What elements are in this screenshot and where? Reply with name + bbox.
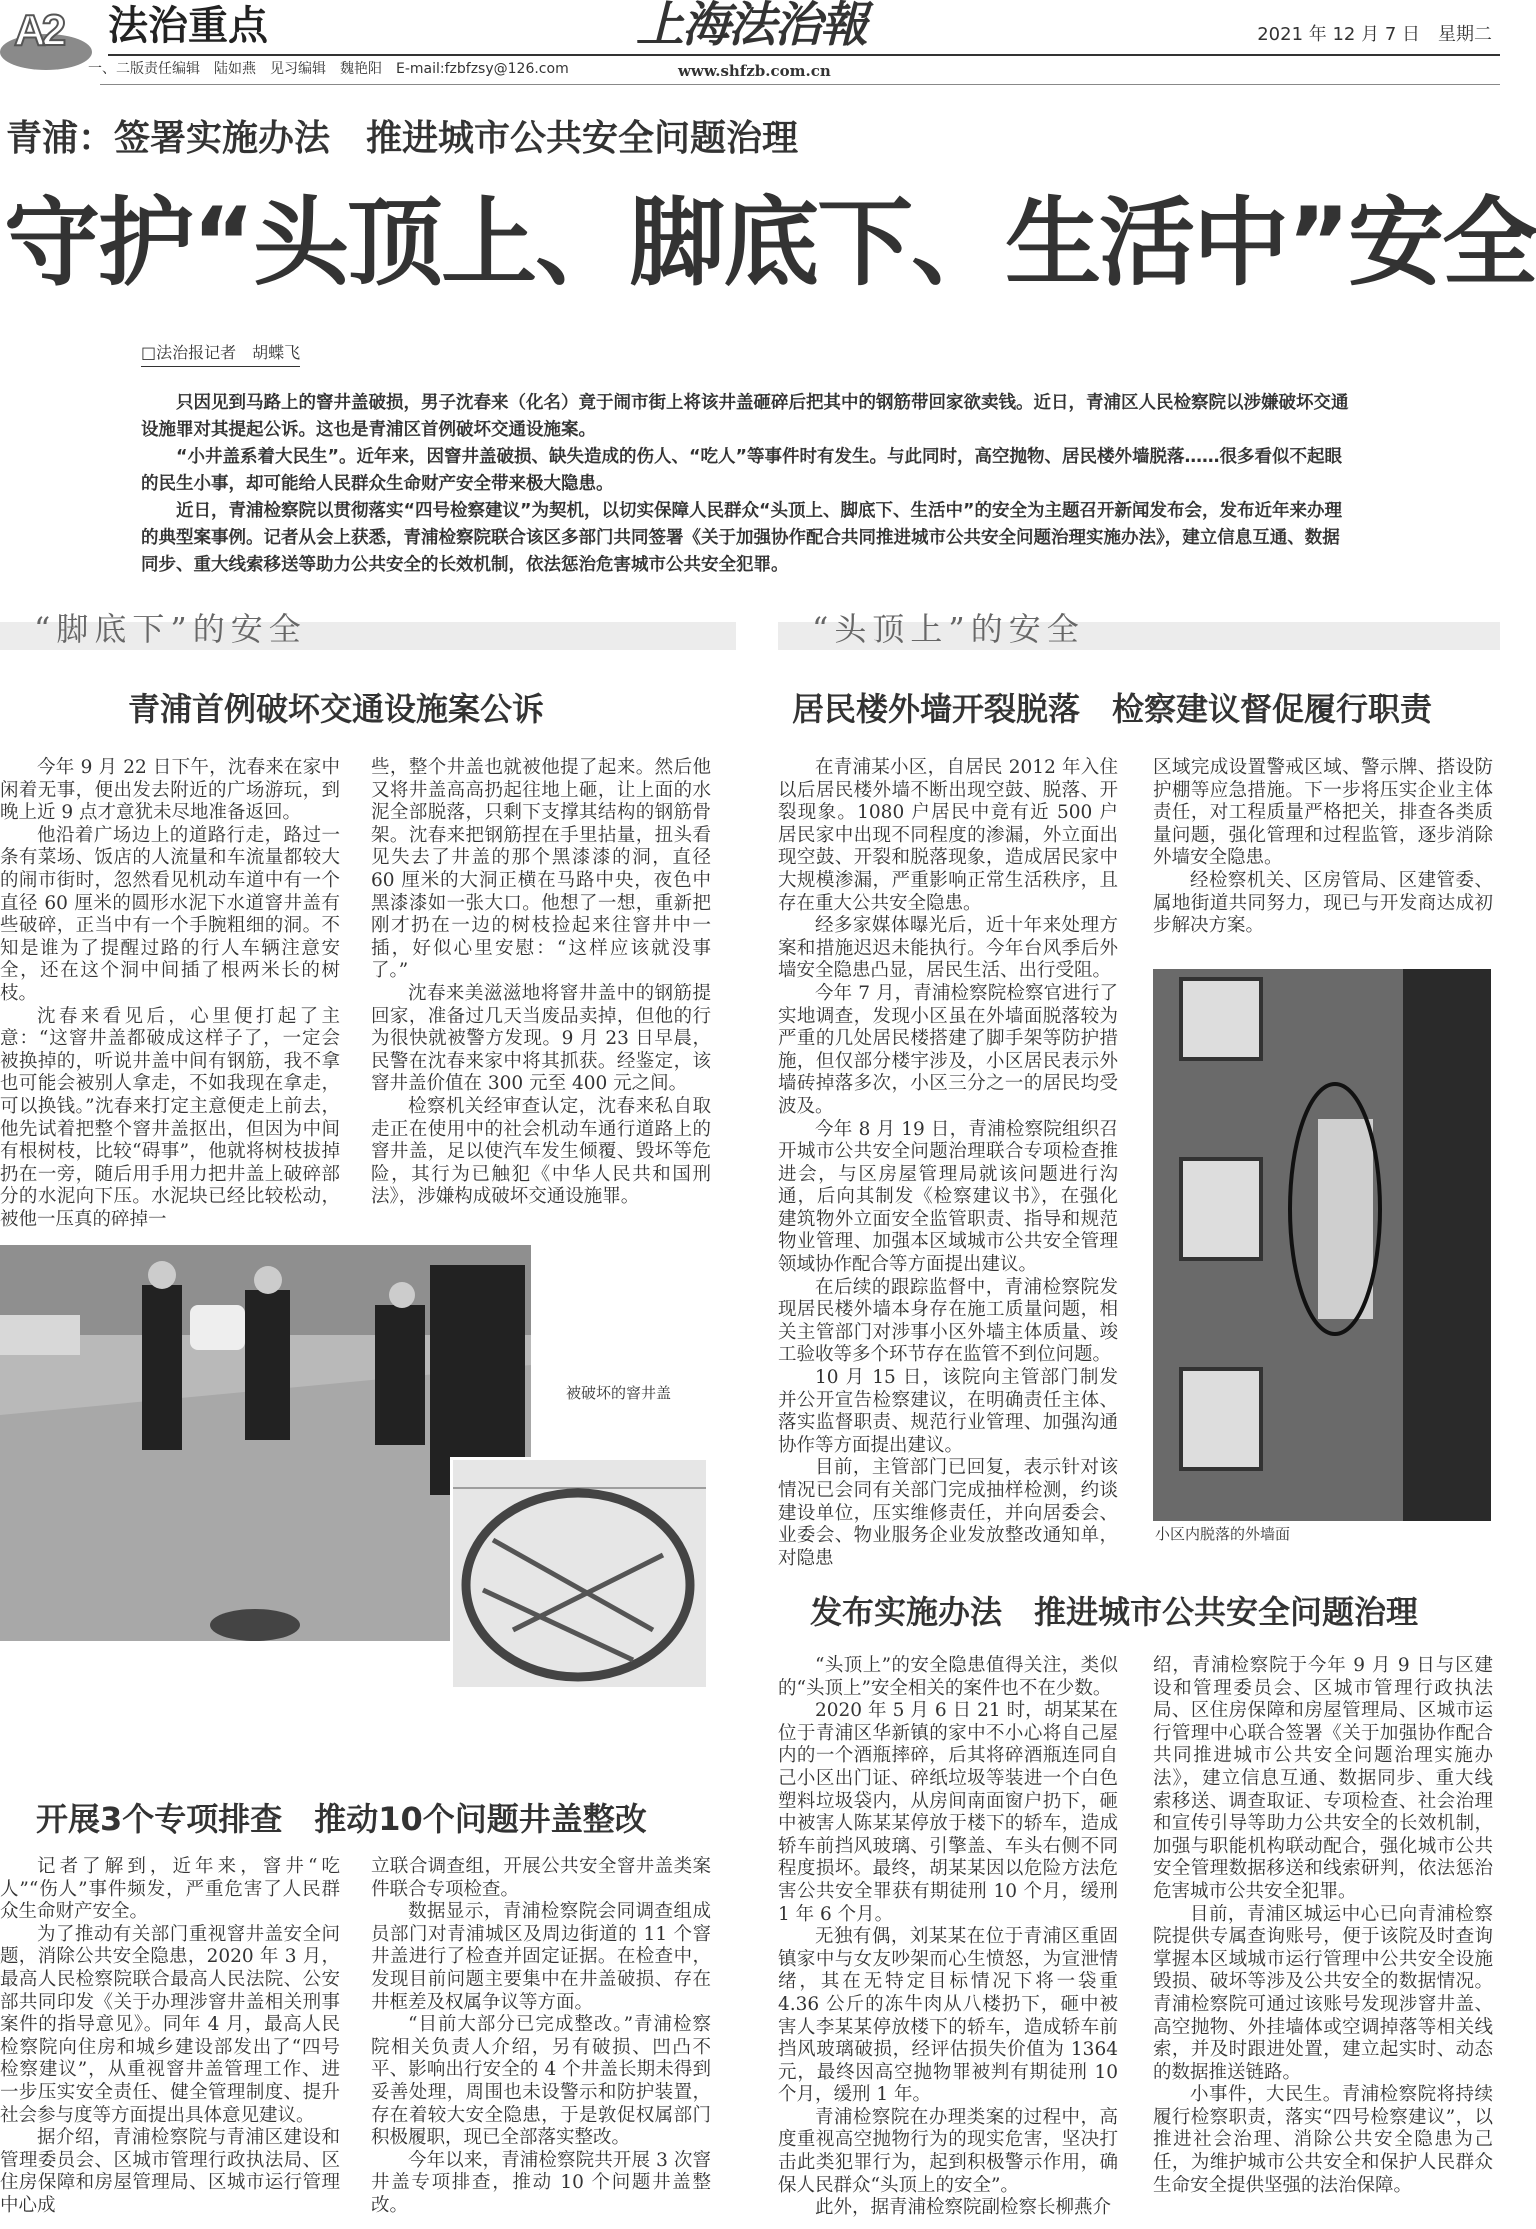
article-column xyxy=(0,757,340,1230)
paragraph: 沈春来看见后，心里便打起了主意：“这窨井盖都破成这样子了，一定会被换掉的，听说井盖中间有钢筋，我不拿也可能会被别人拿走，不如我现在拿走，可以换钱。”沈春来打定主意便走上前去，他先试着把整个窨井盖抠出，但因为中间有根树枝，比较“碍事”，他就将树枝拔掉扔在一旁，随后用手用力把井盖上破碎部分的水泥向下压。水泥块已经比较松动，被他一压真的碎掉一 xyxy=(0,1005,340,1230)
broken-manhole-cover-photo xyxy=(450,1457,703,1684)
paragraph: 为了推动有关部门重视窨井盖安全问题，消除公共安全隐患，2020 年 3 月，最高人民检察院联合最高人民法院、公安部共同印发《关于办理涉窨井盖相关刑事案件的指导意见》。同年 4 月，最高人民检察院向住房和城乡建设部发出了“四号检察建议”，从重视窨井盖管理工作、进一步压实安全责任、健全管理制度、提升社会参与度等方面提出具体意见建议。 xyxy=(0,1923,340,2126)
paragraph: 今年以来，青浦检察院共开展 3 次窨井盖专项排查，推动 10 个问题井盖整改。 xyxy=(371,2149,711,2216)
article-column xyxy=(371,1856,711,2216)
paragraph: 记者了解到，近年来，窨井“吃人”“伤人”事件频发，严重危害了人民群众生命财产安全。 xyxy=(0,1856,340,1923)
article-headline: 发布实施办法 推进城市公共安全问题治理 xyxy=(810,1593,1419,1631)
intro-paragraph: 近日，青浦检察院以贯彻落实“四号检察建议”为契机，以切实保障人民群众“头顶上、脚底下、生活中”的安全为主题召开新闻发布会，发布近年来办理的典型案事例。记者从会上获悉，青浦检察院联合该区多部门共同签署《关于加强协作配合共同推进城市公共安全问题治理实施办法》，建立信息互通、数据同步、重大线索移送等助力公共安全的长效机制，依法惩治危害城市公共安全犯罪。 xyxy=(141,501,1343,575)
paragraph: 目前，青浦区城运中心已向青浦检察院提供专属查询账号，便于该院及时查询掌握本区域城市运行管理中公共安全设施毁损、破坏等涉及公共安全的数据情况。青浦检察院可通过该账号发现涉窨井盖、高空抛物、外挂墙体或空调掉落等相关线索，并及时跟进处置，建立起实时、动态的数据推送链路。 xyxy=(1153,1903,1493,2083)
article-column xyxy=(371,757,711,1208)
paragraph: 2020 年 5 月 6 日 21 时，胡某某在位于青浦区华新镇的家中不小心将自己屋内的一个酒瓶摔碎，后其将碎酒瓶连同自己小区出门证、碎纸垃圾等装进一个白色塑料垃圾袋内，从房间南面窗户扔下，砸中被害人陈某某停放于楼下的轿车，造成轿车前挡风玻璃、引擎盖、车头右侧不同程度损坏。最终，胡某某因以危险方法危害公共安全罪获有期徒刑 10 个月，缓刑 1 年 6 个月。 xyxy=(778,1700,1118,1925)
paragraph: 他沿着广场边上的道路行走，路过一条有菜场、饭店的人流量和车流量都较大的闹市街时，忽然看见机动车道中有一个直径 60 厘米的圆形水泥下水道窨井盖有些破碎，正当中有一个手腕粗细的洞。不知是谁为了提醒过路的行人车辆注意安全，还在这个洞中间插了根两米长的树枝。 xyxy=(0,824,340,1004)
paragraph: “头顶上”的安全隐患值得关注，类似的“头顶上”安全相关的案件也不在少数。 xyxy=(778,1655,1118,1699)
newspaper-logo: 上海法治報 xyxy=(636,0,867,53)
paragraph: 无独有偶，刘某某在位于青浦区重固镇家中与女友吵架而心生愤怒，为宣泄情绪，其在无特定目标情况下将一袋重 4.36 公斤的冻牛肉从八楼扔下，砸中被害人李某某停放楼下的轿车，造成轿车前挡风玻璃破损，经评估损失价值为 1364 元，最终因高空抛物罪被判有期徒刑 10 个月，缓刑 1 年。 xyxy=(778,1926,1118,2106)
paragraph: 据介绍，青浦检察院与青浦区建设和管理委员会、区城市管理行政执法局、区住房保障和房屋管理局、区城市运行管理中心成 xyxy=(0,2127,340,2216)
paragraph: 小事件，大民生。青浦检察院将持续履行检察职责，落实“四号检察建议”，以推进社会治理、消除公共安全隐患为己任，为维护城市公共安全和保护人民群众生命安全提供坚强的法治保障。 xyxy=(1153,2084,1493,2196)
website-url: www.shfzb.com.cn xyxy=(678,62,831,80)
paragraph: 今年 7 月，青浦检察院检察官进行了实地调查，发现小区虽在外墙面脱落较为严重的几处居民楼搭建了脚手架等防护措施，但仅部分楼宇涉及，小区居民表示外墙砖掉落多次，小区三分之一的居民均受波及。 xyxy=(778,982,1118,1117)
divider xyxy=(100,84,1500,85)
paragraph: 今年 8 月 19 日，青浦检察院组织召开城市公共安全问题治理联合专项检查推进会，与区房屋管理局就该问题进行沟通，后向其制发《检察建议书》，在强化建筑物外立面安全监管职责、指导和规范物业管理、加强本区域城市公共安全管理领域协作配合等方面提出建议。 xyxy=(778,1118,1118,1276)
section-label-right: “头顶上”的安全 xyxy=(778,622,1500,650)
article-headline: 居民楼外墙开裂脱落 检察建议督促履行职责 xyxy=(792,690,1433,728)
divider xyxy=(108,54,1500,56)
paragraph: 经多家媒体曝光后，近十年来处理方案和措施迟迟未能执行。今年台风季后外墙安全隐患凸显，居民生活、出行受阻。 xyxy=(778,915,1118,982)
section-name: 法治重点 xyxy=(108,3,268,49)
paragraph: 在后续的跟踪监督中，青浦检察院发现居民楼外墙本身存在施工质量问题，相关主管部门对涉事小区外墙主体质量、竣工验收等多个环节存在监管不到位问题。 xyxy=(778,1276,1118,1366)
article-column xyxy=(778,1655,1118,2219)
paragraph: 沈春来美滋滋地将窨井盖中的钢筋提回家，准备过几天当废品卖掉，但他的行为很快就被警方发现。9 月 23 日早晨，民警在沈春来家中将其抓获。经鉴定，该窨井盖价值在 300 元至 400 元之间。 xyxy=(371,982,711,1095)
section-label-left: “脚底下”的安全 xyxy=(0,622,736,650)
paragraph: 些，整个井盖也就被他提了起来。然后他又将井盖高高扔起往地上砸，让上面的水泥全部脱落，只剩下支撑其结构的钢筋骨架。沈春来把钢筋捏在手里拈量，扭头看见失去了井盖的那个黑漆漆的洞，直径 60 厘米的大洞正横在马路中央，夜色中黑漆漆如一张大口。他想了一想，重新把刚才扔在一边的树枝捡起来往窨井中一插，好似心里安慰：“这样应该就没事了。” xyxy=(371,757,711,982)
page-title: 守护“头顶上、脚底下、生活中”安全 xyxy=(4,187,1536,299)
paragraph: 在青浦某小区，自居民 2012 年入住以后居民楼外墙不断出现空鼓、脱落、开裂现象。1080 户居民中竟有近 500 户居民家中出现不同程度的渗漏，外立面出现空鼓、开裂和脱落现象，造成居民家中大规模渗漏，严重影响正常生活秩序，且存在重大公共安全隐患。 xyxy=(778,757,1118,914)
paragraph: 区域完成设置警戒区域、警示牌、搭设防护棚等应急措施。下一步将压实企业主体责任，对工程质量严格把关，排查各类质量问题，强化管理和过程监管，逐步消除外墙安全隐患。 xyxy=(1153,757,1493,869)
article-column xyxy=(778,757,1118,1569)
building-wall-photo xyxy=(1153,969,1491,1521)
article-column xyxy=(0,1856,340,2216)
article-column xyxy=(1153,757,1493,947)
article-column xyxy=(1153,1655,1493,2215)
paragraph: 10 月 15 日，该院向主管部门制发并公开宣告检察建议，在明确责任主体、落实监督职责、规范行业管理、加强沟通协作等方面提出建议。 xyxy=(778,1367,1118,1456)
paragraph: 绍，青浦检察院于今年 9 月 9 日与区建设和管理委员会、区城市管理行政执法局、区住房保障和房屋管理局、区城市运行管理中心联合签署《关于加强协作配合共同推进城市公共安全问题治理实施办法》，建立信息互通、数据同步、重大线索移送、调查取证、专项检查、社会治理和宣传引导等助力公共安全的长效机制，加强与职能机构联动配合，强化城市公共安全管理数据移送和线索研判，依法惩治危害城市公共安全犯罪。 xyxy=(1153,1655,1493,1902)
subtitle: 青浦：签署实施办法 推进城市公共安全问题治理 xyxy=(6,118,799,159)
paragraph: “目前大部分已完成整改。”青浦检察院相关负责人介绍，另有破损、凹凸不平、影响出行安全的 4 个井盖长期未得到妥善处理，周围也未设警示和防护装置，存在着较大安全隐患，于是敦促权属部门积极履职，现已全部落实整改。 xyxy=(371,2014,711,2149)
paragraph: 今年 9 月 22 日下午，沈春来在家中闲着无事，便出发去附近的广场游玩，到晚上近 9 点才意犹未尽地准备返回。 xyxy=(0,757,340,824)
paragraph: 检察机关经审查认定，沈春来私自取走正在使用中的社会机动车通行道路上的窨井盖，足以使汽车发生倾覆、毁坏等危险，其行为已触犯《中华人民共和国刑法》，涉嫌构成破坏交通设施罪。 xyxy=(371,1095,711,1208)
article-headline: 青浦首例破坏交通设施案公诉 xyxy=(128,690,545,728)
paragraph: 经检察机关、区房管局、区建管委、属地街道共同努力，现已与开发商达成初步解决方案。 xyxy=(1153,869,1493,937)
article-headline: 开展3个专项排查 推动10个问题井盖整改 xyxy=(36,1800,647,1838)
intro-paragraph: 只因见到马路上的窨井盖破损，男子沈春来（化名）竟于闹市街上将该井盖砸碎后把其中的钢筋带回家欲卖钱。近日，青浦区人民检察院以涉嫌破坏交通设施罪对其提起公诉。这也是青浦区首例破坏交通设施案。 xyxy=(141,393,1349,440)
paragraph: 青浦检察院在办理类案的过程中，高度重视高空抛物行为的现实危害，坚决打击此类犯罪行为，起到积极警示作用，确保人民群众“头顶上的安全”。 xyxy=(778,2106,1118,2196)
page-number-badge: A2 xyxy=(0,8,92,72)
intro-paragraph: “小井盖系着大民生”。近年来，因窨井盖破损、缺失造成的伤人、“吃人”等事件时有发生。与此同时，高空抛物、居民楼外墙脱落……很多看似不起眼的民生小事，却可能给人民群众生命财产安全带来极大隐患。 xyxy=(141,447,1343,494)
intro xyxy=(141,390,1353,579)
paragraph: 目前，主管部门已回复，表示针对该情况已会同有关部门完成抽样检测，约谈建设单位，压实维修责任，并向居委会、业委会、物业服务企业发放整改通知单，对隐患 xyxy=(778,1457,1118,1569)
issue-date: 2021 年 12 月 7 日 星期二 xyxy=(1257,24,1492,45)
paragraph: 数据显示，青浦检察院会同调查组成员部门对青浦城区及周边街道的 11 个窨井盖进行了检查并固定证据。在检查中，发现目前问题主要集中在井盖破损、存在井框差及权属争议等方面。 xyxy=(371,1901,711,2013)
byline: □法治报记者 胡蝶飞 xyxy=(141,343,300,367)
photo-caption: 小区内脱落的外墙面 xyxy=(1155,1525,1291,1543)
paragraph: 立联合调查组，开展公共安全窨井盖类案件联合专项检查。 xyxy=(371,1856,711,1900)
paragraph: 此外，据青浦检察院副检察长柳燕介 xyxy=(815,2197,1112,2219)
photo-caption: 被破坏的窨井盖 xyxy=(566,1384,672,1402)
editors-line: 一、二版责任编辑 陆如燕 见习编辑 魏艳阳 E-mail:fzbfzsy@126.com xyxy=(88,61,569,77)
